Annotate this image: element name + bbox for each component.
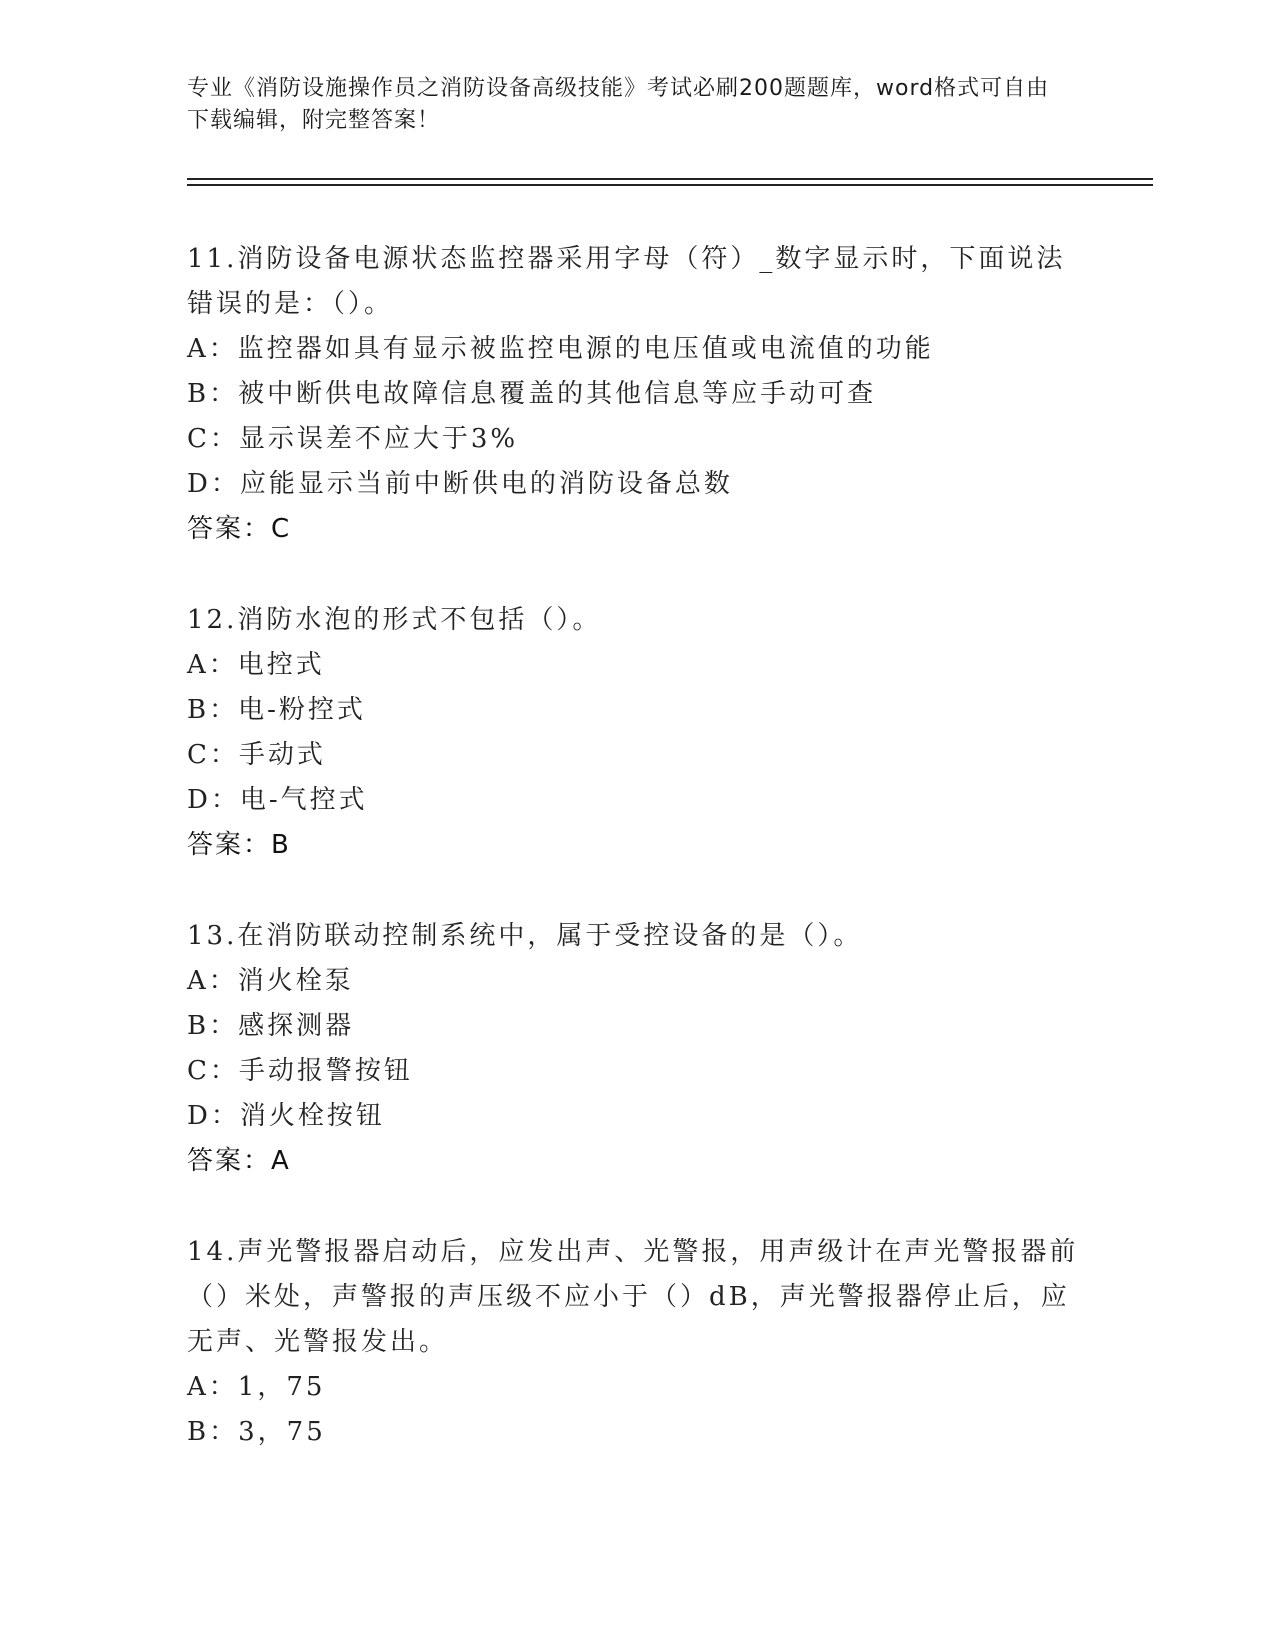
question-stem: 12.消防水泡的形式不包括（）。 <box>187 605 602 635</box>
answer-text: 答案：A <box>187 1146 291 1176</box>
header-divider-top <box>187 178 1153 180</box>
option-a: A：1，75 <box>187 1372 326 1402</box>
option-a: A：消火栓泵 <box>187 966 354 996</box>
option-a: A：监控器如具有显示被监控电源的电压值或电流值的功能 <box>187 334 934 364</box>
option-d: D：电-气控式 <box>187 785 368 815</box>
question-item <box>187 914 1087 1184</box>
question-item <box>187 237 1087 552</box>
question-stem: 11.消防设备电源状态监控器采用字母（符）_数字显示时，下面说法错误的是：（）。 <box>187 244 1066 319</box>
option-c: C：显示误差不应大于3% <box>187 424 519 454</box>
answer-text: 答案：B <box>187 830 291 860</box>
document-header: 专业《消防设施操作员之消防设备高级技能》考试必刷200题题库，word格式可自由下载编辑，附完整答案！ <box>187 76 1050 133</box>
option-b: B：被中断供电故障信息覆盖的其他信息等应手动可查 <box>187 379 877 409</box>
header-divider-bottom <box>187 184 1153 186</box>
question-item <box>187 598 1087 868</box>
option-b: B：电-粉控式 <box>187 695 366 725</box>
option-c: C：手动报警按钮 <box>187 1056 413 1086</box>
question-stem: 13.在消防联动控制系统中，属于受控设备的是（）。 <box>187 921 863 951</box>
option-a: A：电控式 <box>187 650 325 680</box>
question-list <box>187 237 1087 1501</box>
option-d: D：消火栓按钮 <box>187 1101 385 1131</box>
option-b: B：感探测器 <box>187 1011 355 1041</box>
option-c: C：手动式 <box>187 740 326 770</box>
answer-text: 答案：C <box>187 514 292 544</box>
question-item <box>187 1230 1087 1455</box>
option-b: B：3，75 <box>187 1417 326 1447</box>
option-d: D：应能显示当前中断供电的消防设备总数 <box>187 469 733 499</box>
question-stem: 14.声光警报器启动后，应发出声、光警报，用声级计在声光警报器前（）米处，声警报的声压级不应小于（）dB，声光警报器停止后，应无声、光警报发出。 <box>187 1237 1079 1357</box>
